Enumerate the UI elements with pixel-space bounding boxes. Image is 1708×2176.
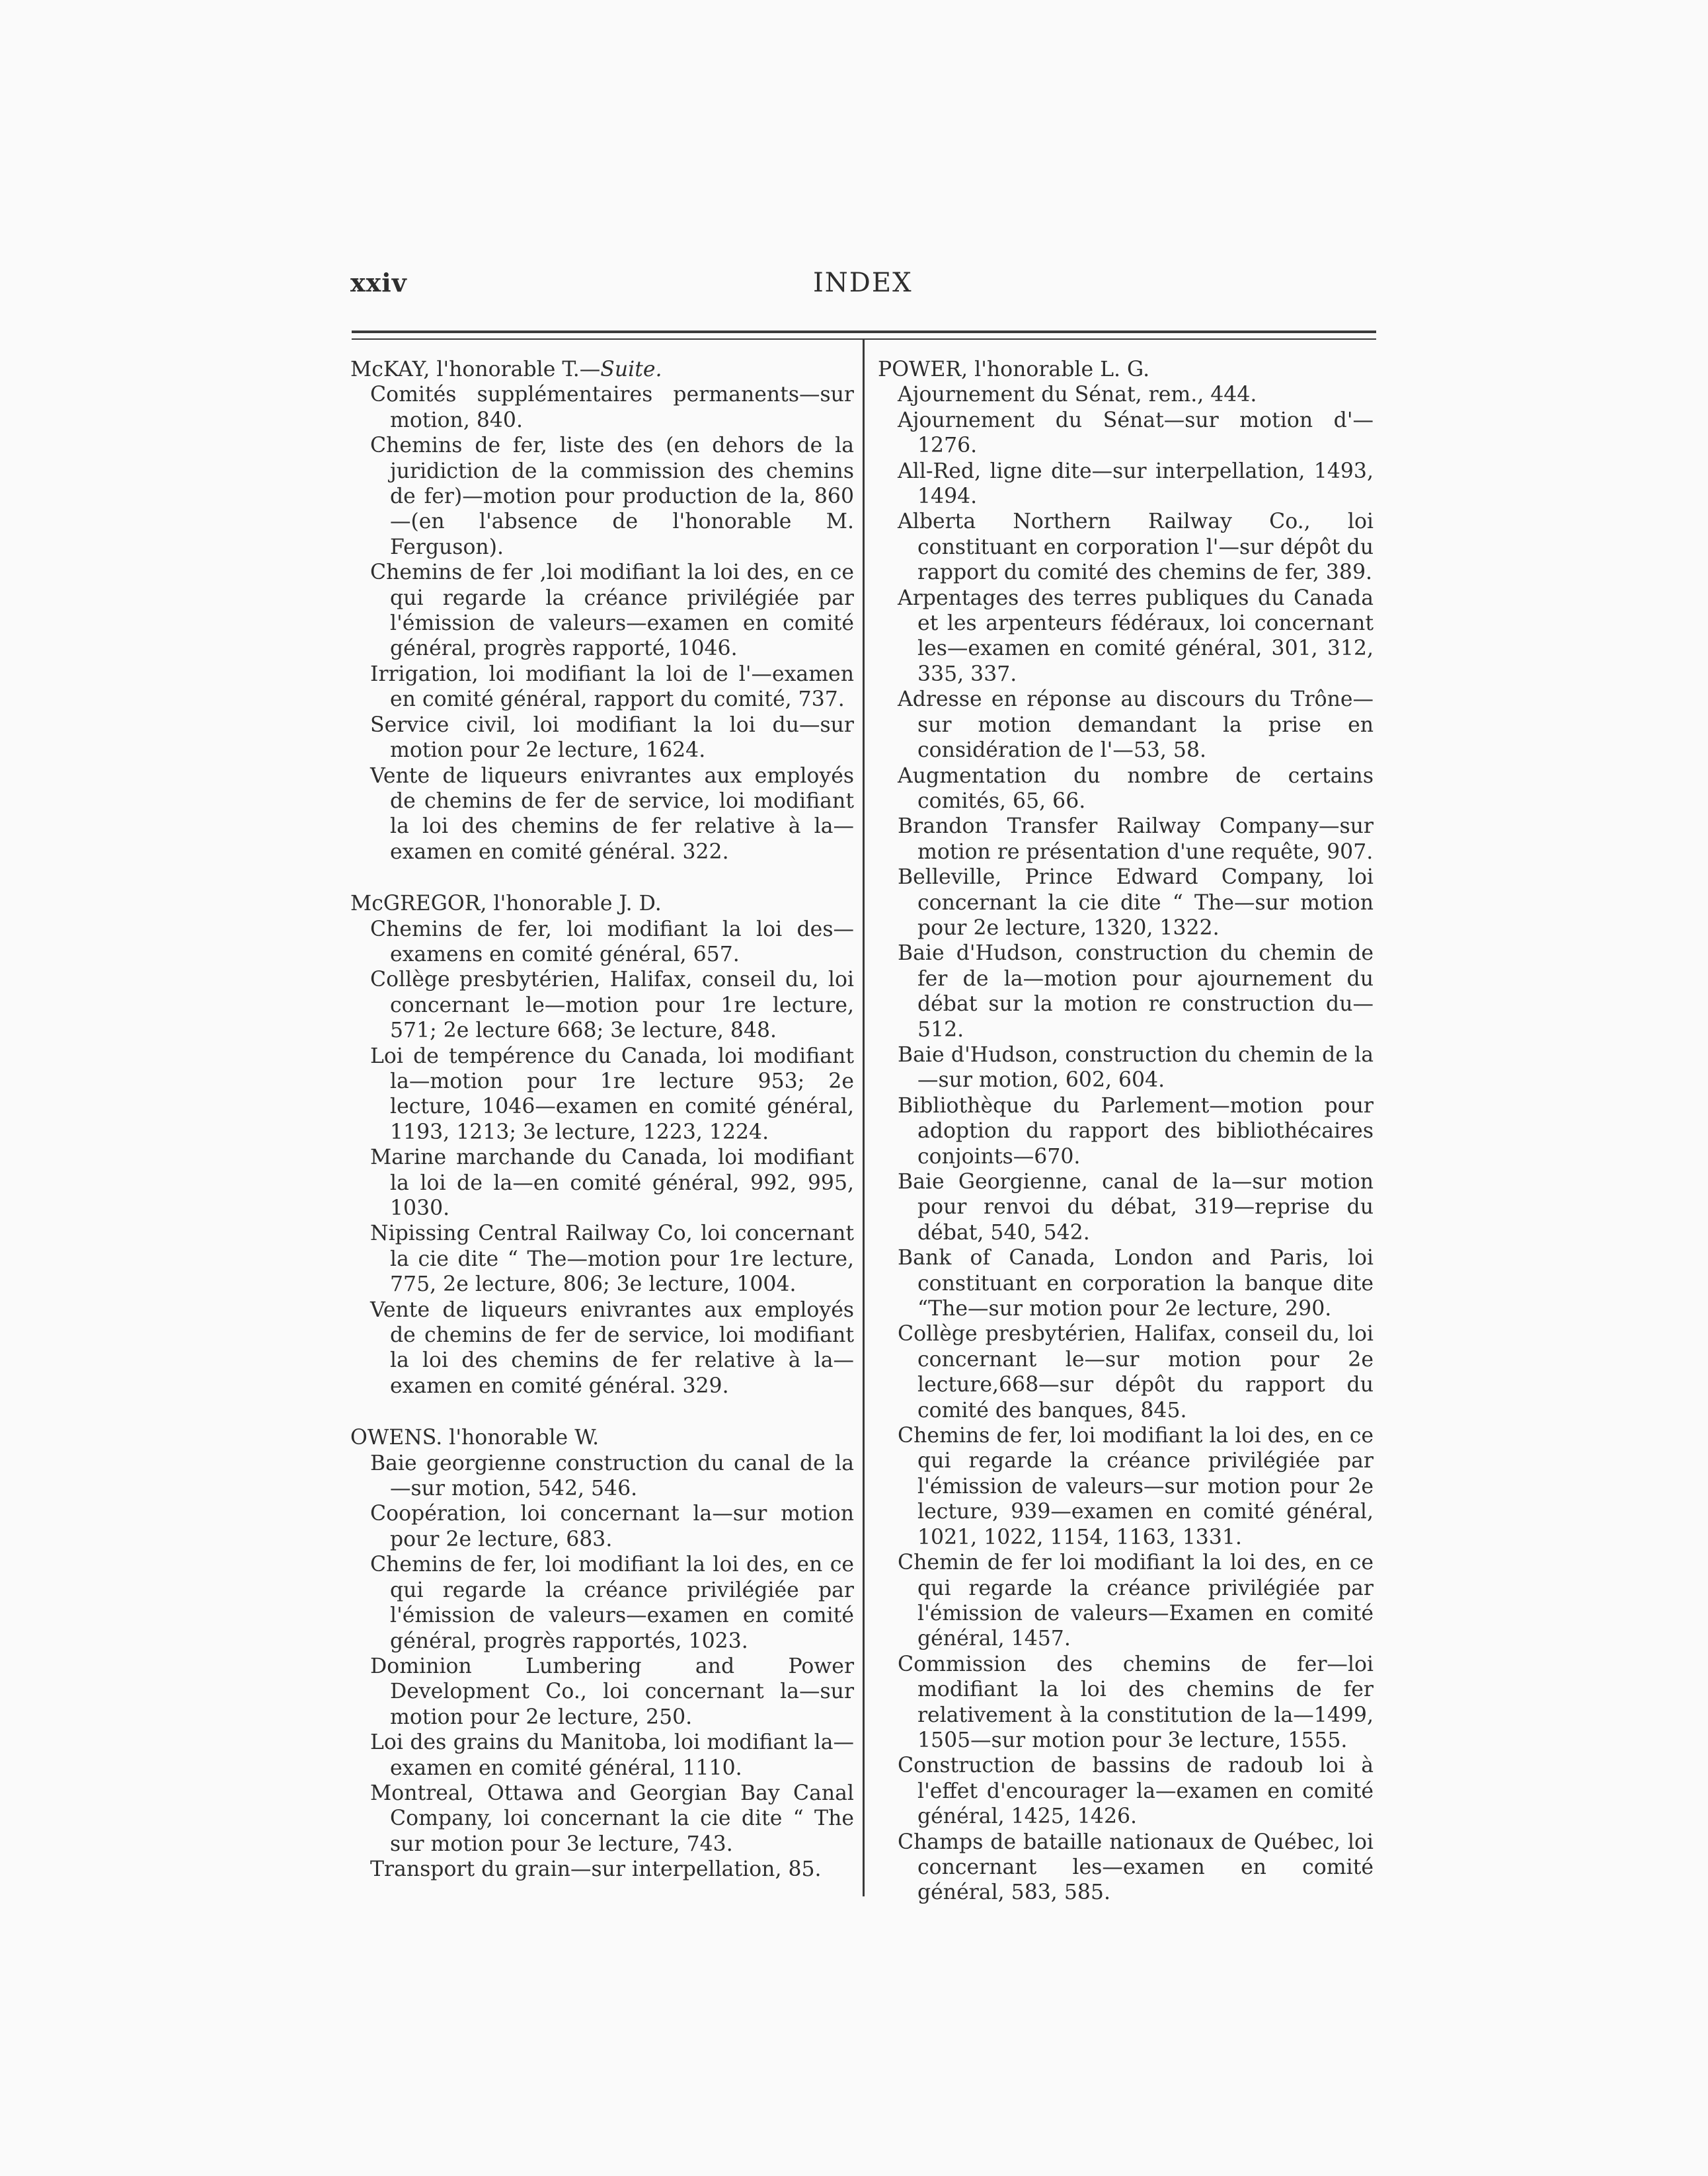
index-entry: Nipissing Central Railway Co, loi concernant la cie dite “ The—motion pour 1re lecture, 775, 2e lecture, 806; 3e lecture, 1004. <box>370 1222 854 1297</box>
index-entry: Baie georgienne construction du canal de la—sur motion, 542, 546. <box>370 1451 854 1501</box>
index-entry: Ajournement du Sénat, rem., 444. <box>898 383 1257 407</box>
index-heading-name: POWER, l'honorable L. G. <box>878 358 1150 381</box>
right-column <box>878 357 1374 1906</box>
index-entry: Marine marchande du Canada, loi modifiant la loi de la—en comité général, 992, 995, 1030. <box>370 1146 854 1220</box>
index-entry: Chemins de fer, loi modifiant la loi des, en ce qui regarde la créance privilégiée par l'émission de valeurs—examen en comité général, progrès rapportés, 1023. <box>370 1553 854 1653</box>
index-entry: Irrigation, loi modifiant la loi de l'—examen en comité général, rapport du comité, 737. <box>370 662 854 712</box>
index-entry: Loi de tempérence du Canada, loi modifiant la—motion pour 1re lecture 953; 2e lecture, 1046—examen en comité général, 1193, 1213; 3e lecture, 1223, 1224. <box>370 1044 854 1144</box>
index-entry: Bank of Canada, London and Paris, loi constituant en corporation la banque dite “The—sur motion pour 2e lecture, 290. <box>898 1246 1374 1321</box>
index-entry: Chemins de fer, loi modifiant la loi des, en ce qui regarde la créance privilégiée par l'émission de valeurs—sur motion pour 2e lecture, 939—examen en comité général, 1021, 1022, 1154, 1163, 1331. <box>898 1424 1374 1549</box>
index-entry: Baie d'Hudson, construction du chemin de fer de la—motion pour ajournement du débat sur la motion re construction du—512. <box>898 941 1374 1042</box>
index-entry: All-Red, ligne dite—sur interpellation, 1493, 1494. <box>898 459 1374 509</box>
index-entry: Dominion Lumbering and Power Development Co., loi concernant la—sur motion pour 2e lecture, 250. <box>370 1654 854 1729</box>
index-heading <box>350 357 854 382</box>
index-entry: Construction de bassins de radoub loi à l'effet d'encourager la—examen en comité général, 1425, 1426. <box>898 1754 1374 1829</box>
index-entry: Chemins de fer, loi modifiant la loi des—examens en comité général, 657. <box>370 917 854 966</box>
index-heading-name: OWENS. l'honorable W. <box>350 1426 600 1450</box>
index-heading <box>350 891 854 916</box>
index-entry: Commission des chemins de fer—loi modifiant la loi des chemins de fer relativement à la constitution de la—1499, 1505—sur motion pour 3e lecture, 1555. <box>898 1652 1374 1752</box>
index-entry: Vente de liqueurs enivrantes aux employés de chemins de fer de service, loi modifiant la loi des chemins de fer relative à la—examen en comité général. 322. <box>370 763 854 864</box>
index-entry: Coopération, loi concernant la—sur motion pour 2e lecture, 683. <box>370 1502 854 1551</box>
column-divider <box>863 340 865 1896</box>
index-entry: Belleville, Prince Edward Company, loi concernant la cie dite “ The—sur motion pour 2e lecture, 1320, 1322. <box>898 865 1374 940</box>
index-entry: Alberta Northern Railway Co., loi constituant en corporation l'—sur dépôt du rapport du comité des chemins de fer, 389. <box>898 510 1374 585</box>
index-entry: Montreal, Ottawa and Georgian Bay Canal Company, loi concernant la cie dite “ The sur motion pour 3e lecture, 743. <box>370 1781 854 1856</box>
index-entry: Champs de bataille nationaux de Québec, loi concernant les—examen en comité général, 583, 585. <box>898 1830 1374 1905</box>
section-gap <box>350 865 854 891</box>
index-entry: Adresse en réponse au discours du Trône—sur motion demandant la prise en considération de l'—53, 58. <box>898 687 1374 763</box>
index-entry: Bibliothèque du Parlement—motion pour adoption du rapport des bibliothécaires conjoints—670. <box>898 1093 1374 1169</box>
index-entry: Chemin de fer loi modifiant la loi des, en ce qui regarde la créance privilégiée par l'émission de valeurs—Examen en comité général, 1457. <box>898 1551 1374 1651</box>
index-heading-name: McKAY, l'honorable T.— <box>350 358 601 381</box>
index-entry: Augmentation du nombre de certains comités, 65, 66. <box>898 763 1374 813</box>
index-heading <box>350 1425 854 1450</box>
index-entry: Loi des grains du Manitoba, loi modifiant la—examen en comité général, 1110. <box>370 1730 854 1780</box>
index-entry: Transport du grain—sur interpellation, 85. <box>370 1857 822 1882</box>
page-title: INDEX <box>813 268 913 298</box>
index-entry: Baie d'Hudson, construction du chemin de la—sur motion, 602, 604. <box>898 1042 1374 1093</box>
page-number: xxiv <box>350 268 407 297</box>
index-heading <box>878 357 1374 382</box>
index-entry: Arpentages des terres publiques du Canada et les arpenteurs fédéraux, loi concernant les—examen en comité général, 301, 312, 335, 337. <box>898 586 1374 686</box>
index-entry: Service civil, loi modifiant la loi du—sur motion pour 2e lecture, 1624. <box>370 713 854 763</box>
index-entry: Chemins de fer, liste des (en dehors de la juridiction de la commission des chemins de fer)—motion pour production de la, 860—(en l'absence de l'honorable M. Ferguson). <box>370 434 854 559</box>
section-gap <box>350 1399 854 1425</box>
index-entry: Ajournement du Sénat—sur motion d'—1276. <box>898 408 1374 458</box>
index-entry: Collège presbytérien, Halifax, conseil du, loi concernant le—motion pour 1re lecture, 571; 2e lecture 668; 3e lecture, 848. <box>370 968 854 1043</box>
index-entry: Chemins de fer ,loi modifiant la loi des, en ce qui regarde la créance privilégiée par l'émission de valeurs—examen en comité général, progrès rapporté, 1046. <box>370 561 854 661</box>
index-heading-name: McGREGOR, l'honorable J. D. <box>350 892 662 916</box>
index-entry: Comités supplémentaires permanents—sur motion, 840. <box>370 383 854 432</box>
index-entry: Vente de liqueurs enivrantes aux employés de chemins de fer de service, loi modifiant la loi des chemins de fer relative à la—examen en comité général. 329. <box>370 1298 854 1398</box>
index-heading-suffix: Suite. <box>600 358 662 381</box>
index-entry: Brandon Transfer Railway Company—sur motion re présentation d'une requête, 907. <box>898 814 1374 864</box>
header-rule-thick <box>352 330 1376 333</box>
index-entry: Collège presbytérien, Halifax, conseil du, loi concernant le—sur motion pour 2e lecture,668—sur dépôt du rapport du comité des banques, 845. <box>898 1322 1374 1422</box>
index-entry: Baie Georgienne, canal de la—sur motion pour renvoi du débat, 319—reprise du débat, 540, 542. <box>898 1170 1374 1245</box>
left-column <box>350 357 854 1883</box>
